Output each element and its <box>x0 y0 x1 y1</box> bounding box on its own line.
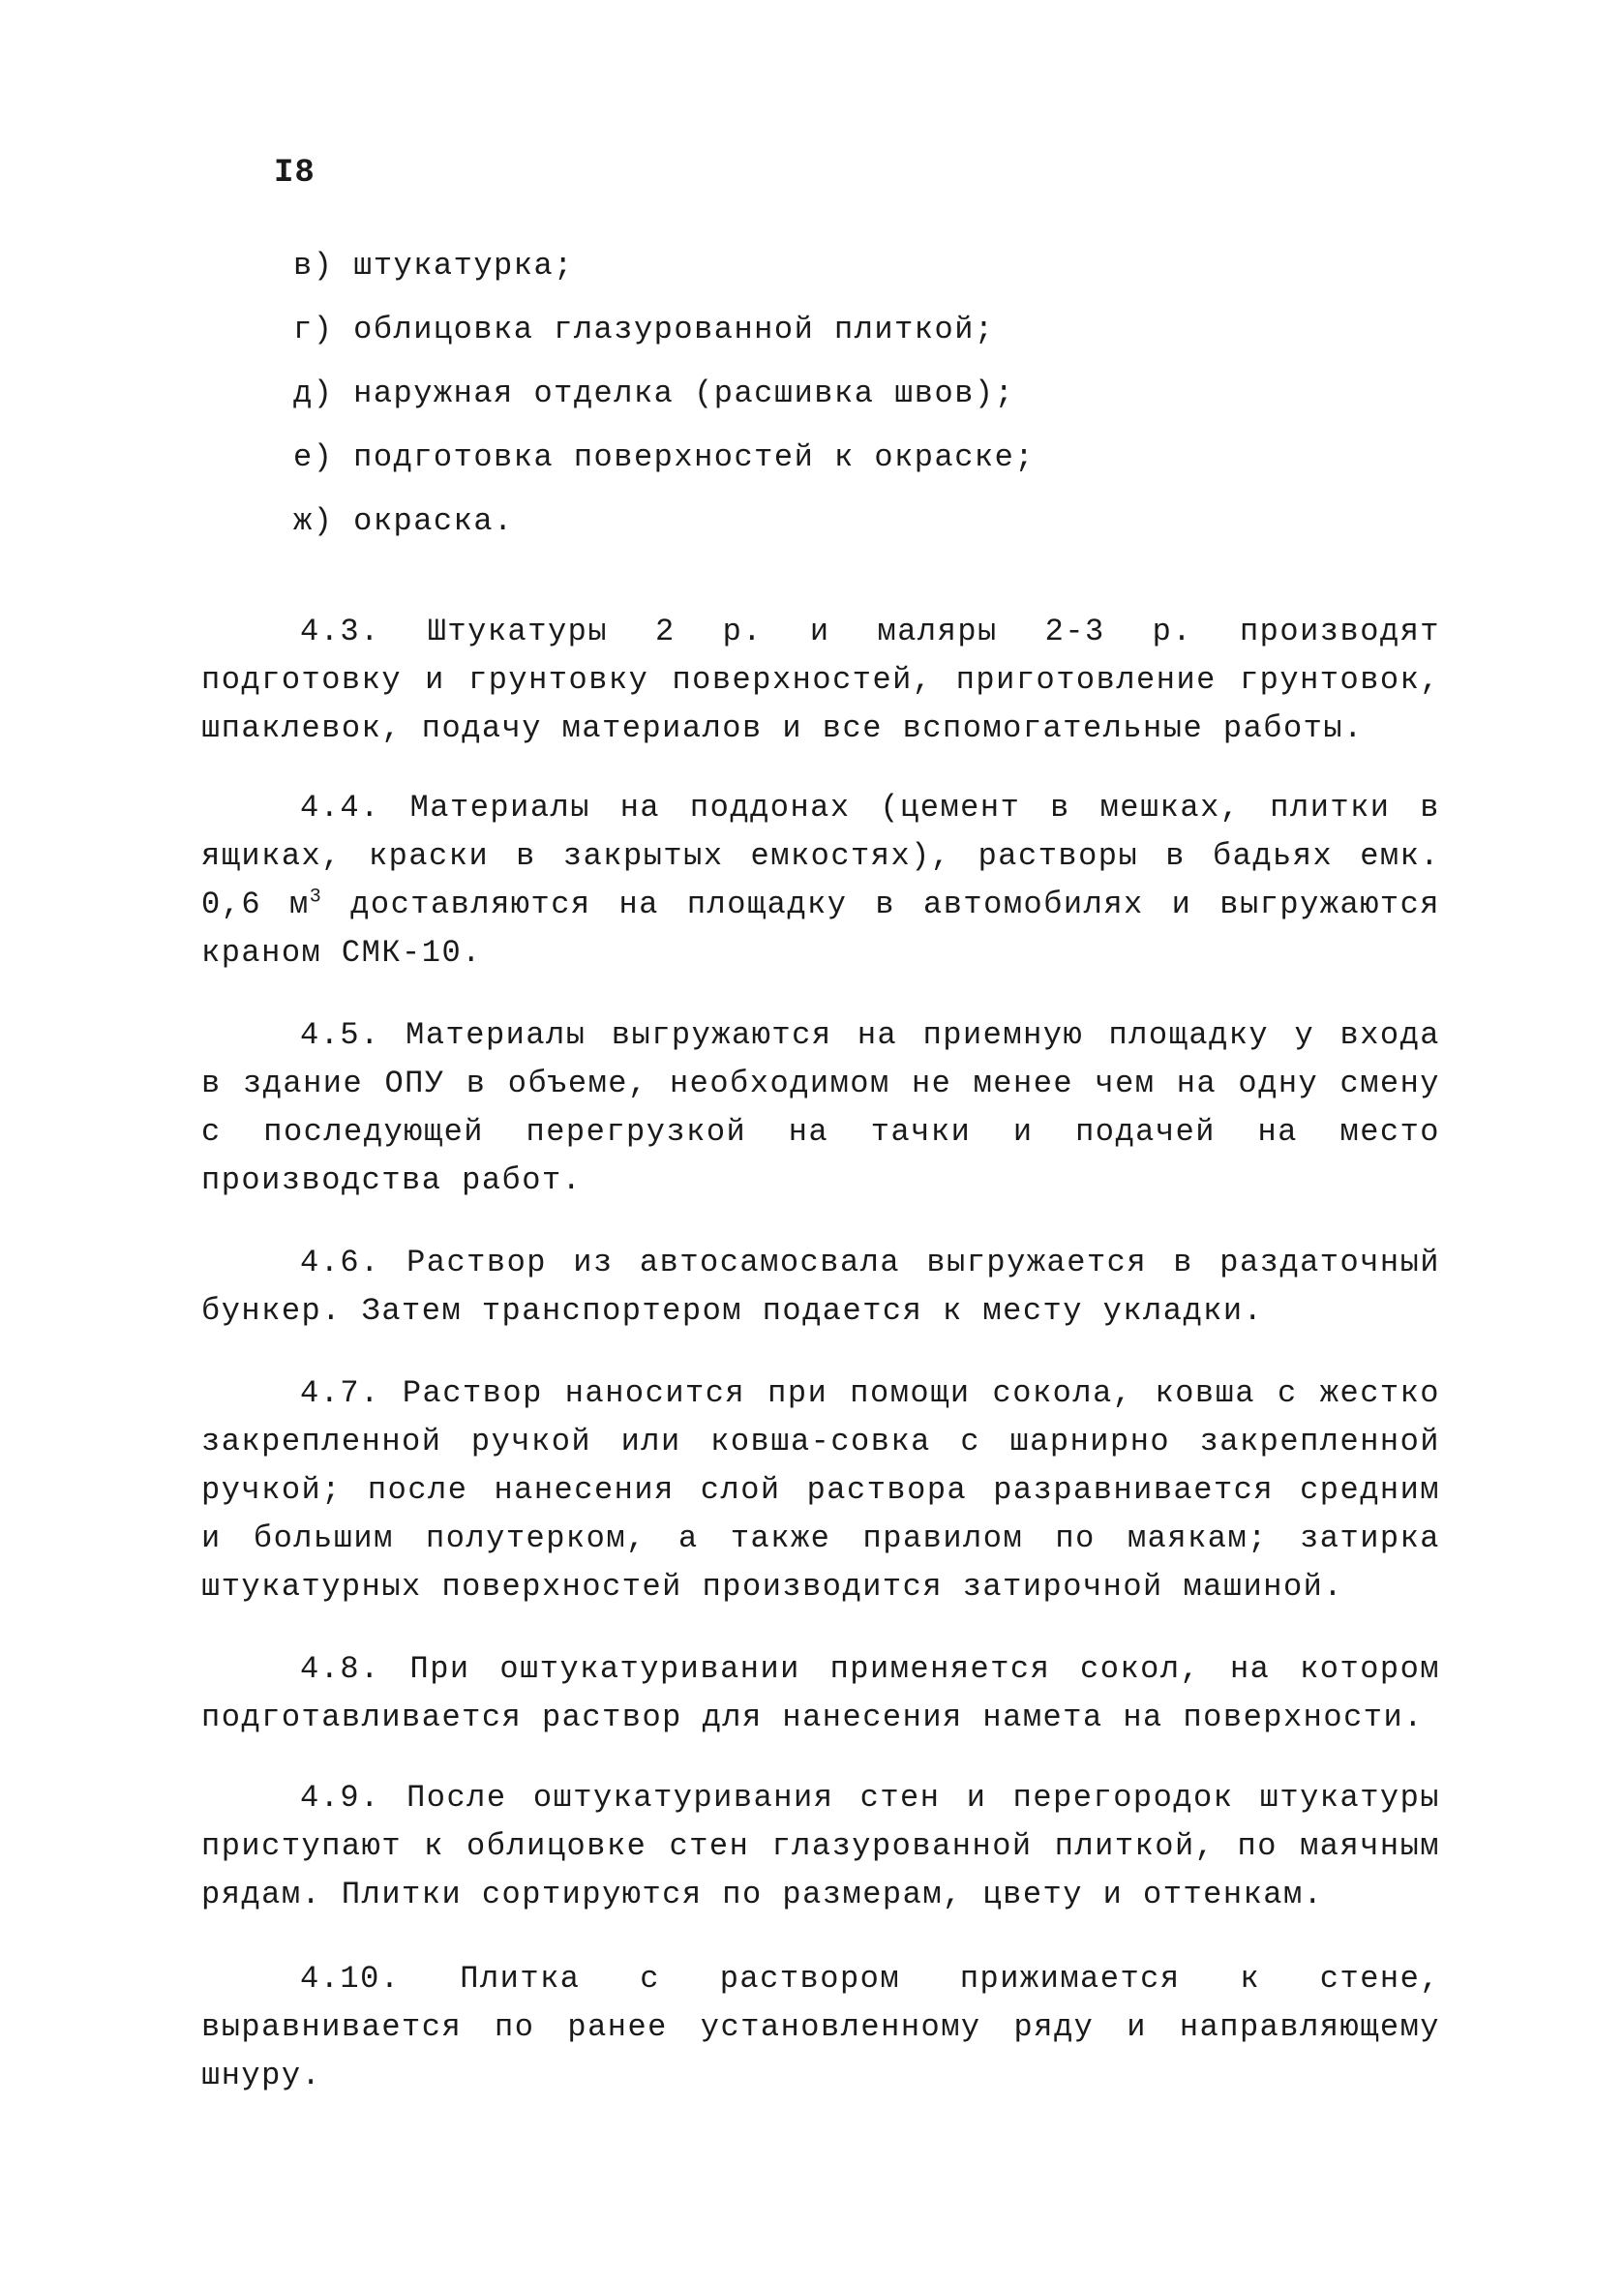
paragraph-text: 4.3. Штукатуры 2 р. и маляры 2-3 р. производят подготовку и грунтовку поверхностей, приготовление грунтовок, шпаклевок, подачу материалов и все вспомогательные работы. <box>201 614 1440 746</box>
paragraph-text: доставляются на площадку в автомобилях и выгружаются краном СМК-10. <box>201 887 1441 971</box>
paragraph-text: 4.6. Раствор из автосамосвала выгружается в раздаточный бункер. Затем транспортером подается к месту укладки. <box>201 1245 1440 1329</box>
superscript: 3 <box>309 886 323 909</box>
list-item: в) штукатурка; <box>293 248 574 284</box>
list-item: г) облицовка глазурованной плиткой; <box>293 312 995 347</box>
paragraph-text: 4.9. После оштукатуривания стен и перегородок штукатуры приступают к облицовке стен глазурованной плиткой, по маячным рядам. Плитки сортируются по размерам, цвету и оттенкам. <box>201 1780 1440 1912</box>
paragraph-text: 4.4. Материалы на поддонах (цемент в мешках, плитки в ящиках, краски в закрытых емкостях), растворы в бадьях емк. 0,6 м <box>201 790 1440 922</box>
list-item: д) наружная отделка (расшивка швов); <box>293 376 1015 411</box>
paragraph-4-7 <box>201 1369 1440 1611</box>
paragraph-4-10 <box>201 1955 1440 2100</box>
paragraph-text: 4.10. Плитка с раствором прижимается к стене, выравнивается по ранее установленному ряду и направляющему шнуру. <box>201 1961 1440 2093</box>
paragraph-text: 4.5. Материалы выгружаются на приемную площадку у входа в здание ОПУ в объеме, необходимом не менее чем на одну смену с последующей перегрузкой на тачки и подачей на место производства работ. <box>201 1017 1440 1198</box>
paragraph-4-8 <box>201 1645 1440 1742</box>
paragraph-4-4 <box>201 784 1440 978</box>
page-number: I8 <box>274 155 316 192</box>
work-stages-list <box>293 242 1035 561</box>
paragraph-4-6 <box>201 1239 1440 1336</box>
paragraph-4-9 <box>201 1774 1440 1919</box>
list-item: ж) окраска. <box>293 503 514 539</box>
paragraph-4-3 <box>201 608 1440 753</box>
paragraph-text: 4.7. Раствор наносится при помощи сокола, ковша с жестко закрепленной ручкой или ковша-совка с шарнирно закрепленной ручкой; после нанесения слой раствора разравнивается средним и большим полутерком, а также правилом по маякам; затирка штукатурных поверхностей производится затирочной машиной. <box>201 1375 1440 1605</box>
paragraph-4-5 <box>201 1011 1440 1205</box>
paragraph-text: 4.8. При оштукатуривании применяется сокол, на котором подготавливается раствор для нанесения намета на поверхности. <box>201 1651 1440 1735</box>
list-item: е) подготовка поверхностей к окраске; <box>293 439 1036 475</box>
